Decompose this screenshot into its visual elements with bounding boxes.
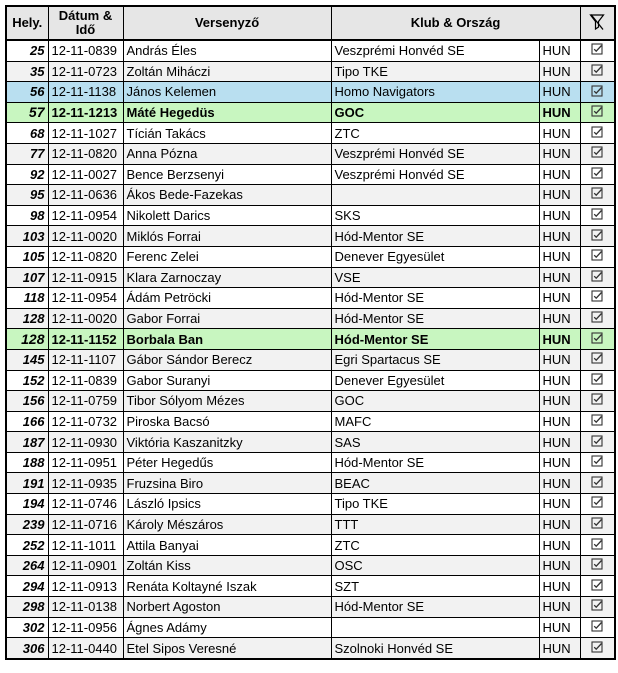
select-checkbox[interactable] xyxy=(580,61,615,82)
table-row[interactable] xyxy=(6,432,615,453)
competitor-name-cell: János Kelemen xyxy=(123,82,331,103)
table-row[interactable] xyxy=(6,143,615,164)
checkbox-icon xyxy=(591,536,603,555)
place-cell: 306 xyxy=(6,638,48,659)
club-cell: Homo Navigators xyxy=(331,82,539,103)
country-cell: HUN xyxy=(539,514,580,535)
competitor-name-cell: Gábor Sándor Berecz xyxy=(123,349,331,370)
club-cell: Hód-Mentor SE xyxy=(331,329,539,350)
filter-off-icon xyxy=(589,13,605,34)
datetime-cell: 12-11-0915 xyxy=(48,267,123,288)
checkbox-icon xyxy=(591,433,603,452)
club-cell: Egri Spartacus SE xyxy=(331,349,539,370)
competitor-name-cell: Miklós Forrai xyxy=(123,226,331,247)
datetime-cell: 12-11-0951 xyxy=(48,452,123,473)
competitor-name-cell: Etel Sipos Veresné xyxy=(123,638,331,659)
datetime-cell: 12-11-0954 xyxy=(48,205,123,226)
checkbox-icon xyxy=(591,453,603,472)
competitor-name-cell: Ádám Petröcki xyxy=(123,288,331,309)
country-cell: HUN xyxy=(539,452,580,473)
table-row[interactable] xyxy=(6,494,615,515)
datetime-cell: 12-11-0440 xyxy=(48,638,123,659)
table-row[interactable] xyxy=(6,82,615,103)
place-cell: 145 xyxy=(6,349,48,370)
checkbox-icon xyxy=(591,371,603,390)
country-cell: HUN xyxy=(539,555,580,576)
select-checkbox[interactable] xyxy=(580,205,615,226)
country-cell: HUN xyxy=(539,597,580,618)
club-cell: ZTC xyxy=(331,123,539,144)
datetime-cell: 12-11-0732 xyxy=(48,411,123,432)
checkbox-icon xyxy=(591,247,603,266)
club-cell: Denever Egyesület xyxy=(331,370,539,391)
place-cell: 128 xyxy=(6,329,48,350)
club-cell: ZTC xyxy=(331,535,539,556)
checkbox-icon xyxy=(591,227,603,246)
select-checkbox[interactable] xyxy=(580,391,615,412)
select-checkbox[interactable] xyxy=(580,246,615,267)
place-cell: 252 xyxy=(6,535,48,556)
competitor-name-cell: Viktória Kaszanitzky xyxy=(123,432,331,453)
select-checkbox[interactable] xyxy=(580,123,615,144)
country-cell: HUN xyxy=(539,143,580,164)
country-cell: HUN xyxy=(539,411,580,432)
club-cell: BEAC xyxy=(331,473,539,494)
place-cell: 191 xyxy=(6,473,48,494)
place-cell: 294 xyxy=(6,576,48,597)
place-cell: 105 xyxy=(6,246,48,267)
place-cell: 239 xyxy=(6,514,48,535)
place-cell: 103 xyxy=(6,226,48,247)
datetime-cell: 12-11-0746 xyxy=(48,494,123,515)
club-cell xyxy=(331,617,539,638)
competitor-name-cell: Klara Zarnoczay xyxy=(123,267,331,288)
club-cell: TTT xyxy=(331,514,539,535)
competitor-name-cell: Borbala Ban xyxy=(123,329,331,350)
country-cell: HUN xyxy=(539,267,580,288)
table-row[interactable] xyxy=(6,308,615,329)
place-cell: 77 xyxy=(6,143,48,164)
table-row[interactable] xyxy=(6,638,615,659)
datetime-cell: 12-11-0913 xyxy=(48,576,123,597)
datetime-cell: 12-11-0954 xyxy=(48,288,123,309)
table-row[interactable] xyxy=(6,40,615,61)
competitor-column-header[interactable]: Versenyző xyxy=(123,6,331,40)
place-cell: 92 xyxy=(6,164,48,185)
place-cell: 118 xyxy=(6,288,48,309)
table-row[interactable] xyxy=(6,61,615,82)
checkbox-icon xyxy=(591,391,603,410)
club-cell: Veszprémi Honvéd SE xyxy=(331,40,539,61)
club-cell: GOC xyxy=(331,391,539,412)
table-row[interactable] xyxy=(6,597,615,618)
competitor-name-cell: Renáta Koltayné Iszak xyxy=(123,576,331,597)
place-cell: 56 xyxy=(6,82,48,103)
table-row[interactable] xyxy=(6,411,615,432)
checkbox-icon xyxy=(591,474,603,493)
table-row[interactable] xyxy=(6,514,615,535)
checkbox-icon xyxy=(591,639,603,658)
country-cell: HUN xyxy=(539,329,580,350)
competitor-name-cell: Tibor Sólyom Mézes xyxy=(123,391,331,412)
datetime-cell: 12-11-0901 xyxy=(48,555,123,576)
country-cell: HUN xyxy=(539,391,580,412)
club-cell: SAS xyxy=(331,432,539,453)
country-cell: HUN xyxy=(539,40,580,61)
table-row[interactable] xyxy=(6,226,615,247)
table-row[interactable] xyxy=(6,123,615,144)
table-row[interactable] xyxy=(6,576,615,597)
competitor-name-cell: Ferenc Zelei xyxy=(123,246,331,267)
country-cell: HUN xyxy=(539,82,580,103)
checkbox-icon xyxy=(591,268,603,287)
table-row[interactable] xyxy=(6,391,615,412)
club-cell: Tipo TKE xyxy=(331,61,539,82)
select-checkbox[interactable] xyxy=(580,535,615,556)
datetime-cell: 12-11-0636 xyxy=(48,185,123,206)
country-cell: HUN xyxy=(539,432,580,453)
competitor-name-cell: Piroska Bacsó xyxy=(123,411,331,432)
place-cell: 298 xyxy=(6,597,48,618)
table-row[interactable] xyxy=(6,267,615,288)
select-checkbox[interactable] xyxy=(580,185,615,206)
club-cell: OSC xyxy=(331,555,539,576)
table-row[interactable] xyxy=(6,617,615,638)
table-row[interactable] xyxy=(6,205,615,226)
table-row[interactable] xyxy=(6,102,615,123)
select-checkbox[interactable] xyxy=(580,329,615,350)
checkbox-icon xyxy=(591,62,603,81)
datetime-cell: 12-11-0839 xyxy=(48,40,123,61)
country-cell: HUN xyxy=(539,205,580,226)
competitor-name-cell: Zoltán Miháczi xyxy=(123,61,331,82)
select-checkbox[interactable] xyxy=(580,555,615,576)
datetime-cell: 12-11-0716 xyxy=(48,514,123,535)
club-cell: MAFC xyxy=(331,411,539,432)
checkbox-icon xyxy=(591,577,603,596)
select-checkbox[interactable] xyxy=(580,617,615,638)
country-cell: HUN xyxy=(539,226,580,247)
datetime-cell: 12-11-1107 xyxy=(48,349,123,370)
competitor-name-cell: Bence Berzsenyi xyxy=(123,164,331,185)
club-cell: SZT xyxy=(331,576,539,597)
select-checkbox[interactable] xyxy=(580,638,615,659)
checkbox-icon xyxy=(591,144,603,163)
checkbox-icon xyxy=(591,412,603,431)
header-row xyxy=(6,6,615,40)
competitor-name-cell: Tícián Takács xyxy=(123,123,331,144)
datetime-cell: 12-11-0930 xyxy=(48,432,123,453)
country-cell: HUN xyxy=(539,246,580,267)
place-cell: 166 xyxy=(6,411,48,432)
competitor-name-cell: Károly Mészáros xyxy=(123,514,331,535)
club-cell: GOC xyxy=(331,102,539,123)
country-cell: HUN xyxy=(539,123,580,144)
competitor-name-cell: Ágnes Adámy xyxy=(123,617,331,638)
datetime-cell: 12-11-0138 xyxy=(48,597,123,618)
place-cell: 128 xyxy=(6,308,48,329)
select-checkbox[interactable] xyxy=(580,473,615,494)
results-table xyxy=(5,5,616,660)
competitor-name-cell: Anna Pózna xyxy=(123,143,331,164)
table-row[interactable] xyxy=(6,288,615,309)
club-cell: Hód-Mentor SE xyxy=(331,288,539,309)
select-checkbox[interactable] xyxy=(580,164,615,185)
select-checkbox[interactable] xyxy=(580,288,615,309)
select-checkbox[interactable] xyxy=(580,432,615,453)
datetime-cell: 12-11-0820 xyxy=(48,143,123,164)
checkbox-icon xyxy=(591,83,603,102)
select-checkbox[interactable] xyxy=(580,308,615,329)
select-checkbox[interactable] xyxy=(580,143,615,164)
country-cell: HUN xyxy=(539,349,580,370)
checkbox-icon xyxy=(591,288,603,307)
select-checkbox[interactable] xyxy=(580,349,615,370)
club-cell: Hód-Mentor SE xyxy=(331,226,539,247)
competitor-name-cell: László Ipsics xyxy=(123,494,331,515)
club-cell: SKS xyxy=(331,205,539,226)
place-cell: 68 xyxy=(6,123,48,144)
datetime-cell: 12-11-0956 xyxy=(48,617,123,638)
table-row[interactable] xyxy=(6,555,615,576)
checkbox-icon xyxy=(591,165,603,184)
select-checkbox[interactable] xyxy=(580,411,615,432)
select-checkbox[interactable] xyxy=(580,40,615,61)
club-cell: Veszprémi Honvéd SE xyxy=(331,164,539,185)
country-cell: HUN xyxy=(539,494,580,515)
select-checkbox[interactable] xyxy=(580,82,615,103)
country-cell: HUN xyxy=(539,164,580,185)
competitor-name-cell: Norbert Agoston xyxy=(123,597,331,618)
place-cell: 95 xyxy=(6,185,48,206)
checkbox-icon xyxy=(591,515,603,534)
table-row[interactable] xyxy=(6,370,615,391)
checkbox-icon xyxy=(591,103,603,122)
checkbox-icon xyxy=(591,330,603,349)
place-cell: 98 xyxy=(6,205,48,226)
competitor-name-cell: András Éles xyxy=(123,40,331,61)
competitor-name-cell: Gabor Forrai xyxy=(123,308,331,329)
place-cell: 187 xyxy=(6,432,48,453)
place-cell: 152 xyxy=(6,370,48,391)
table-row[interactable] xyxy=(6,473,615,494)
club-cell: Hód-Mentor SE xyxy=(331,597,539,618)
checkbox-icon xyxy=(591,350,603,369)
competitor-name-cell: Máté Hegedüs xyxy=(123,102,331,123)
datetime-cell: 12-11-0839 xyxy=(48,370,123,391)
select-checkbox[interactable] xyxy=(580,514,615,535)
checkbox-icon xyxy=(591,309,603,328)
checkbox-icon xyxy=(591,494,603,513)
country-cell: HUN xyxy=(539,473,580,494)
club-cell: VSE xyxy=(331,267,539,288)
country-cell: HUN xyxy=(539,370,580,391)
select-checkbox[interactable] xyxy=(580,494,615,515)
place-cell: 156 xyxy=(6,391,48,412)
datetime-cell: 12-11-0020 xyxy=(48,308,123,329)
checkbox-icon xyxy=(591,41,603,60)
datetime-cell: 12-11-1213 xyxy=(48,102,123,123)
table-row[interactable] xyxy=(6,535,615,556)
table-row[interactable] xyxy=(6,452,615,473)
place-cell: 188 xyxy=(6,452,48,473)
country-cell: HUN xyxy=(539,576,580,597)
competitor-name-cell: Fruzsina Biro xyxy=(123,473,331,494)
country-cell: HUN xyxy=(539,185,580,206)
place-cell: 35 xyxy=(6,61,48,82)
select-checkbox[interactable] xyxy=(580,102,615,123)
table-row[interactable] xyxy=(6,185,615,206)
datetime-cell: 12-11-0027 xyxy=(48,164,123,185)
competitor-name-cell: Zoltán Kiss xyxy=(123,555,331,576)
table-row[interactable] xyxy=(6,349,615,370)
competitor-name-cell: Gabor Suranyi xyxy=(123,370,331,391)
club-cell xyxy=(331,185,539,206)
table-row[interactable] xyxy=(6,246,615,267)
datetime-cell: 12-11-1027 xyxy=(48,123,123,144)
club-country-column-header[interactable]: Klub & Ország xyxy=(331,6,580,40)
filter-button[interactable] xyxy=(580,6,615,40)
club-cell: Tipo TKE xyxy=(331,494,539,515)
place-cell: 264 xyxy=(6,555,48,576)
competitor-name-cell: Péter Hegedűs xyxy=(123,452,331,473)
country-cell: HUN xyxy=(539,535,580,556)
datetime-cell: 12-11-1152 xyxy=(48,329,123,350)
club-cell: Szolnoki Honvéd SE xyxy=(331,638,539,659)
checkbox-icon xyxy=(591,206,603,225)
club-cell: Veszprémi Honvéd SE xyxy=(331,143,539,164)
select-checkbox[interactable] xyxy=(580,597,615,618)
place-cell: 25 xyxy=(6,40,48,61)
select-checkbox[interactable] xyxy=(580,576,615,597)
competitor-name-cell: Attila Banyai xyxy=(123,535,331,556)
datetime-cell: 12-11-0935 xyxy=(48,473,123,494)
club-cell: Hód-Mentor SE xyxy=(331,308,539,329)
checkbox-icon xyxy=(591,618,603,637)
datetime-cell: 12-11-0759 xyxy=(48,391,123,412)
club-cell: Hód-Mentor SE xyxy=(331,452,539,473)
checkbox-icon xyxy=(591,556,603,575)
datetime-cell: 12-11-0723 xyxy=(48,61,123,82)
datetime-cell: 12-11-0020 xyxy=(48,226,123,247)
select-checkbox[interactable] xyxy=(580,370,615,391)
datetime-cell: 12-11-0820 xyxy=(48,246,123,267)
table-row[interactable] xyxy=(6,164,615,185)
country-cell: HUN xyxy=(539,288,580,309)
country-cell: HUN xyxy=(539,308,580,329)
checkbox-icon xyxy=(591,124,603,143)
country-cell: HUN xyxy=(539,102,580,123)
table-row[interactable] xyxy=(6,329,615,350)
country-cell: HUN xyxy=(539,638,580,659)
competitor-name-cell: Nikolett Darics xyxy=(123,205,331,226)
datetime-cell: 12-11-1138 xyxy=(48,82,123,103)
checkbox-icon xyxy=(591,185,603,204)
datetime-cell: 12-11-1011 xyxy=(48,535,123,556)
place-column-header[interactable]: Hely. xyxy=(6,6,48,40)
place-cell: 194 xyxy=(6,494,48,515)
datetime-column-header[interactable]: Dátum & Idő xyxy=(48,6,123,40)
select-checkbox[interactable] xyxy=(580,226,615,247)
place-cell: 302 xyxy=(6,617,48,638)
select-checkbox[interactable] xyxy=(580,452,615,473)
select-checkbox[interactable] xyxy=(580,267,615,288)
competitor-name-cell: Ákos Bede-Fazekas xyxy=(123,185,331,206)
country-cell: HUN xyxy=(539,617,580,638)
checkbox-icon xyxy=(591,597,603,616)
club-cell: Denever Egyesület xyxy=(331,246,539,267)
country-cell: HUN xyxy=(539,61,580,82)
place-cell: 57 xyxy=(6,102,48,123)
place-cell: 107 xyxy=(6,267,48,288)
